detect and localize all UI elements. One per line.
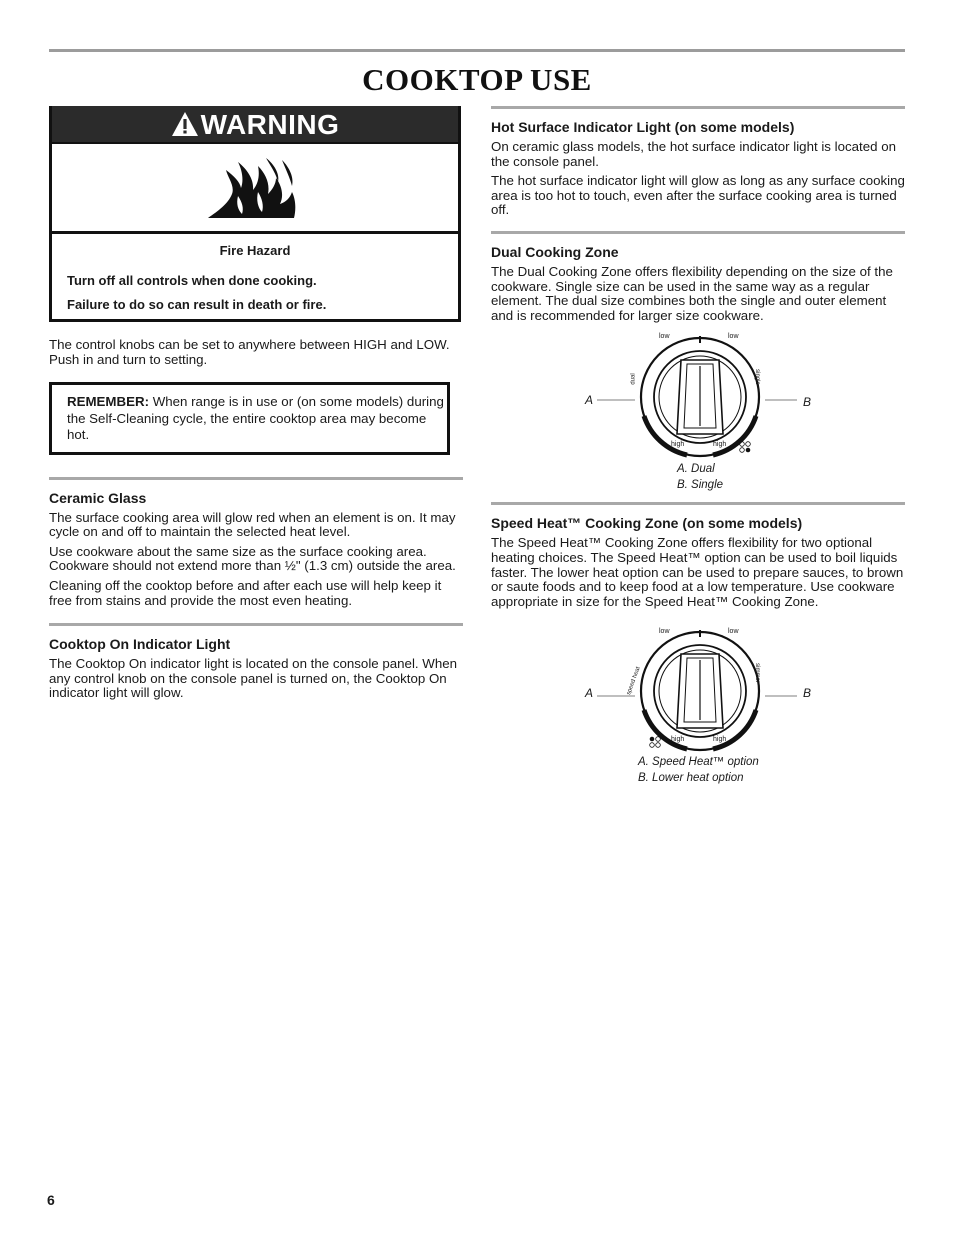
- warning-hazard: Fire Hazard: [219, 243, 291, 258]
- section-divider: [49, 477, 463, 480]
- hot-surface-heading: Hot Surface Indicator Light (on some models): [491, 119, 795, 135]
- speed-caption-b: B. Lower heat option: [638, 771, 744, 784]
- speed-label-a: A: [585, 686, 594, 701]
- speed-high-right: high: [713, 736, 727, 744]
- warning-box: [49, 106, 461, 322]
- speed-arc-right: simmer: [753, 663, 760, 684]
- dual-caption-a: A. Dual: [677, 463, 715, 476]
- ceramic-glass-heading: Ceramic Glass: [49, 489, 147, 506]
- dual-zone-p1: The Dual Cooking Zone offers flexibility depending on the size of the cookware. Single size can be used in the same way as a regular element. The dual size combines both the single and outer element and is recommended for larger size cookware.: [491, 263, 893, 323]
- section-ceramic-glass: [49, 477, 463, 609]
- dual-zone-heading: Dual Cooking Zone: [491, 243, 619, 260]
- warning-text: [52, 234, 458, 313]
- fire-icon: [208, 156, 300, 225]
- dual-arc-left: dual: [630, 373, 637, 386]
- right-column: [491, 106, 905, 784]
- warning-line-2: Failure to do so can result in death or fire.: [67, 297, 327, 313]
- speed-arc-left: speed heat: [625, 666, 642, 697]
- dual-caption: [677, 462, 723, 493]
- remember-paragraph: [67, 394, 447, 444]
- warning-line-1: Turn off all controls when done cooking.: [67, 272, 317, 288]
- speed-label-b: B: [803, 686, 812, 701]
- dual-label-b: B: [803, 395, 812, 410]
- speed-low-right: low: [728, 628, 739, 636]
- section-dual-zone: [491, 231, 905, 504]
- speed-heat-knob-diagram: [491, 628, 905, 754]
- remember-text: When range is in use or (on some models) during the Self-Cleaning cycle, the entire cooktop area may become hot.: [67, 394, 444, 443]
- remember-box: [49, 382, 450, 455]
- dual-label-a: A: [585, 393, 594, 408]
- ceramic-glass-p2: Use cookware about the same size as the surface cooking area. Cookware should not extend more than ½" (1.3 cm) outside the area.: [49, 543, 456, 574]
- dual-arc-right: single: [753, 369, 760, 386]
- fire-symbol-area: [52, 142, 458, 234]
- dual-knob-diagram: [491, 334, 905, 460]
- dual-caption-b: B. Single: [677, 478, 724, 491]
- dual-low-right: low: [728, 333, 739, 341]
- dual-zone-figure: [491, 328, 905, 504]
- top-rule: [49, 49, 905, 52]
- left-column: [49, 106, 463, 706]
- speed-caption-a: A. Speed Heat™ option: [638, 756, 759, 769]
- speed-heat-p1: The Speed Heat™ Cooking Zone offers flexibility for two optional heating choices. The Speed Heat™ option can be used to boil liquids faster. The lower heat option can be used to prepare sauces, to brown or saute foods and to keep food at a low temperature. Use cookware appropriate in size for the Speed Heat™ Cooking Zone.: [491, 535, 904, 609]
- section-divider: [49, 623, 463, 626]
- hot-surface-p2: The hot surface indicator light will glow as long as any surface cooking area is too hot to touch, even after the surface cooking area is turned off.: [491, 173, 905, 218]
- speed-heat-caption: [638, 755, 759, 786]
- dual-high-right: high: [713, 441, 727, 449]
- section-cooktop-on: [49, 623, 463, 701]
- cooktop-on-heading: Cooktop On Indicator Light: [49, 636, 231, 653]
- remember-label: REMEMBER:: [67, 394, 149, 410]
- section-divider: [491, 231, 905, 234]
- ceramic-glass-p3: Cleaning off the cooktop before and after each use will help keep it free from stains and provide the most even heating.: [49, 578, 442, 608]
- section-hot-surface: [491, 106, 905, 218]
- section-speed-heat: [491, 502, 905, 784]
- cooktop-on-p1: The Cooktop On indicator light is located on the console panel. When any control knob on the console panel is turned on, the Cooktop On indicator light will glow.: [49, 656, 458, 701]
- page-number: 6: [47, 1192, 55, 1208]
- speed-heat-heading: Speed Heat™ Cooking Zone (on some models): [491, 515, 803, 532]
- speed-low-left: low: [659, 628, 670, 636]
- warning-title: WARNING: [200, 109, 340, 140]
- speed-high-left: high: [671, 736, 685, 744]
- dual-high-left: high: [671, 441, 685, 449]
- dual-low-left: low: [659, 333, 670, 341]
- section-divider: [491, 106, 905, 109]
- ceramic-glass-p1: The surface cooking area will glow red when an element is on. It may cycle on and off to maintain the selected heat level.: [49, 509, 456, 540]
- intro-paragraph: The control knobs can be set to anywhere between HIGH and LOW. Push in and turn to setting.: [49, 337, 450, 367]
- hot-surface-p1: On ceramic glass models, the hot surface indicator light is located on the console panel.: [491, 139, 897, 169]
- page-title: COOKTOP USE: [362, 62, 592, 97]
- warning-header: [52, 106, 458, 142]
- speed-heat-figure: [491, 614, 905, 784]
